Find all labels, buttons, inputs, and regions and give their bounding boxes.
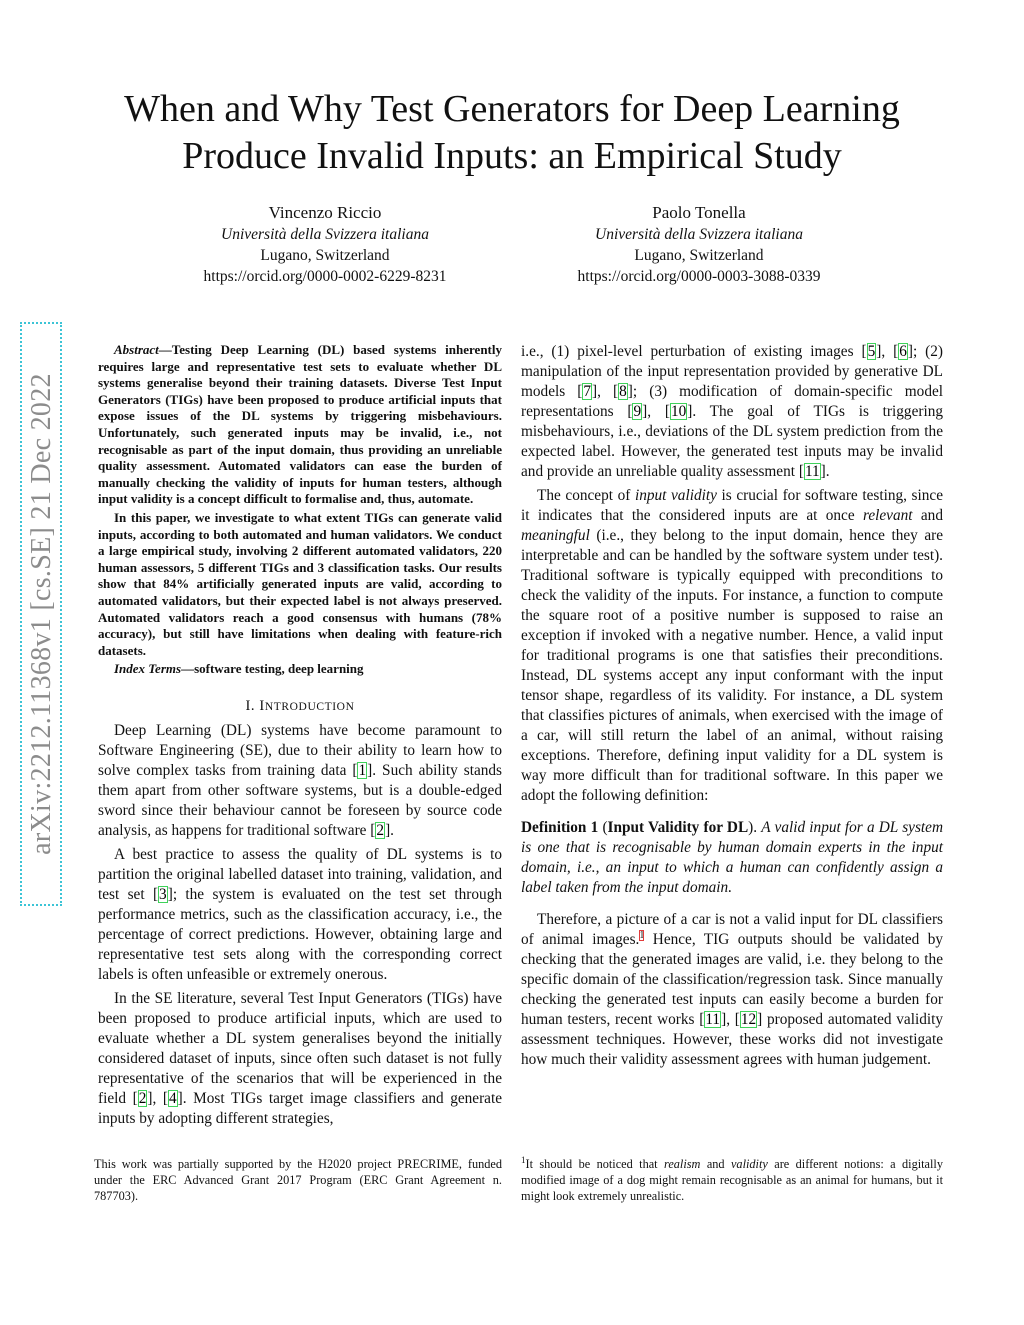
citation-link[interactable]: 11 [705, 1011, 721, 1028]
left-column [98, 342, 502, 1133]
author-location: Lugano, Switzerland [260, 247, 390, 264]
citation-link[interactable]: 8 [619, 383, 627, 400]
author-affiliation: Università della Svizzera italiana [595, 226, 803, 243]
author-location: Lugano, Switzerland [634, 247, 764, 264]
intro-paragraph-4: i.e., (1) pixel-level perturbation of existing images [5], [6]; (2) manipulation of the input representation provided by generative DL models [7], [8]; (3) modification of domain-specific model representations [9], [10]. The goal of TIGs is triggering misbehaviours, i.e., deviations of the DL system prediction from the expected label. However, the generated test inputs may be invalid and provide an unreliable quality assessment [11]. [521, 343, 944, 480]
author-orcid-link[interactable]: https://orcid.org/0000-0003-3088-0339 [577, 268, 821, 285]
citation-link[interactable]: 5 [867, 343, 876, 360]
citation-link[interactable]: 9 [633, 403, 642, 420]
citation-link[interactable]: 7 [583, 383, 592, 400]
citation-link[interactable]: 11 [804, 463, 820, 480]
abstract-p1: Abstract—Testing Deep Learning (DL) based systems inherently requires large and representative test sets to evaluate whether DL systems generalise beyond their training datasets. Diverse Test Input Generators (TIGs) have been proposed to produce artificial inputs that expose issues of the DL systems by triggering misbehaviours. Unfortunately, such generated inputs may be invalid, i.e., not recognisable as part of the input domain, thus providing an unreliable quality assessment. Automated validators can ease the burden of manually checking the validity of inputs for human testers, although input validity is a concept difficult to formalise and, thus, automate. [98, 342, 502, 507]
author-orcid-link[interactable]: https://orcid.org/0000-0002-6229-8231 [203, 268, 447, 285]
citation-link[interactable]: 12 [740, 1011, 757, 1028]
intro-paragraph-2: A best practice to assess the quality of DL systems is to partition the original labelled dataset into training, validation, and test set [3]; the system is evaluated on the test set through performance metrics, such as the classification accuracy, i.e., the percentage of correct predictions. However, obtaining large and representative test sets along with the corresponding correct labels is often unfeasible or extremely onerous. [98, 845, 502, 983]
author-2 [529, 202, 869, 287]
footnote-ref[interactable]: 1 [639, 929, 645, 941]
citation-link[interactable]: 2 [138, 1089, 147, 1107]
citation-link[interactable]: 2 [376, 821, 385, 839]
arxiv-identifier[interactable]: arXiv:2212.11368v1 [cs.SE] 21 Dec 2022 [26, 373, 57, 855]
right-column [521, 342, 943, 1074]
intro-paragraph-6: Therefore, a picture of a car is not a valid input for DL classifiers of animal images.$^1$ Hence, TIG outputs should be validated by checking that the generated images are valid, i.e. they belong to the specific domain of the classification/regression task. Since manually checking the generated test inputs can easily become a burden for human testers, recent works [11], [12] proposed automated validity assessment techniques. However, these works did not investigate how much their validity assessment agrees with human judgement. [521, 911, 943, 1068]
intro-paragraph-3: In the SE literature, several Test Input Generators (TIGs) have been proposed to produce artificial inputs, which are used to evaluate whether a DL system generalises beyond the initially considered dataset of inputs, since often such dataset is not fully representative of the scenarios that will be experienced in the field [2], [4]. Most TIGs target image classifiers and generate inputs by adopting different strategies, [98, 989, 503, 1127]
section-heading-introduction: I. INTRODUCTION [245, 697, 355, 714]
footnote-1: $^1$It should be noticed that realism and validity are different notions: a digitally modified image of a dog might remain recognisable as an animal for humans, but it might look extremely unrealistic. [521, 1154, 943, 1203]
citation-link[interactable]: 1 [358, 761, 367, 779]
author-affiliation: Università della Svizzera italiana [221, 226, 429, 243]
definition-1: Definition 1 (Input Validity for DL). A valid input for a DL system is one that is recognisable by human domain experts in the input domain, i.e., an input to which a human can confidently assign a label taken from the input domain. [521, 819, 944, 896]
citation-link[interactable]: 3 [159, 885, 167, 903]
abstract-label: Abstract [114, 342, 159, 357]
citation-link[interactable]: 6 [899, 343, 907, 360]
citation-link[interactable]: 4 [168, 1089, 177, 1107]
index-terms: Index Terms—software testing, deep learning [114, 661, 364, 677]
author-name: Paolo Tonella [652, 203, 746, 222]
funding-footnote: This work was partially supported by the H2020 project PRECRIME, funded under the ERC Advanced Grant 2017 Program (ERC Grant Agreement n. 787703). [94, 1157, 502, 1203]
citation-link[interactable]: 10 [670, 403, 687, 420]
intro-paragraph-5: The concept of input validity is crucial for software testing, since it indicates that the considered inputs are at once relevant and meaningful (i.e., they belong to the input domain, hence they are interpretable and can be handled by the software system under test). Traditional software is typically equipped with preconditions to check the validity of the inputs. For instance, a function to compute the square root of a positive number is supposed to raise an exception if invoked with a negative number. Hence, a valid input for traditional programs is one that satisfies their preconditions. Instead, DL systems accept any input conformant with the input tensor shape, regardless of its validity. For instance, a DL system that classifies pictures of animals, when exercised with the image of a car, will still return the label of an animal, without raising exceptions. Therefore, defining input validity for a DL system is way more difficult than for traditional software. In this paper we adopt the following definition: [521, 487, 943, 804]
author-1 [155, 202, 495, 287]
abstract-p2: In this paper, we investigate to what extent TIGs can generate valid inputs, according to both automated and human validators. We conduct a large empirical study, involving 2 different automated validators, 220 human assessors, 5 different TIGs and 3 classification tasks. Our results show that 84% artificially generated inputs are valid, according to automated validators, but their expected label is not always preserved. Automated validators reach a good consensus with humans (78% accuracy), but still have limitations when dealing with feature-rich datasets. [98, 509, 502, 658]
paper-title: When and Why Test Generators for Deep Learning Produce Invalid Inputs: an Empirical Study [124, 88, 900, 177]
author-name: Vincenzo Riccio [268, 203, 382, 222]
intro-paragraph-1: Deep Learning (DL) systems have become paramount to Software Engineering (SE), due to their ability to learn how to solve complex tasks from training data [1]. Such ability stands them apart from other software systems, but is a double-edged sword since their behaviour cannot be foreseen by source code analysis, as happens for traditional software [2]. [98, 721, 502, 839]
